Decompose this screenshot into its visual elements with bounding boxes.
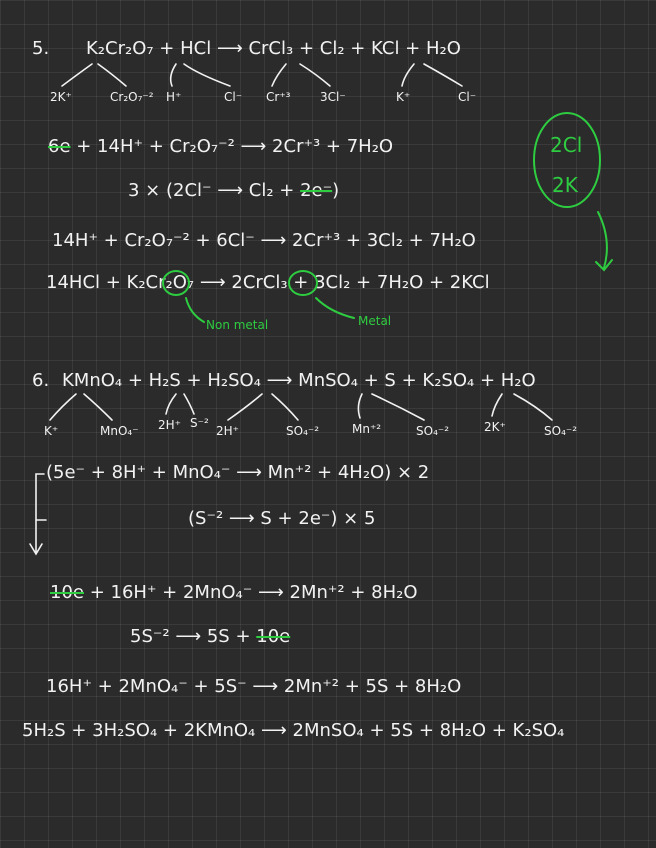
p6-full-equation: 5H₂S + 3H₂SO₄ + 2KMnO₄ ⟶ 2MnSO₄ + 5S + 8H₂O + K₂SO₄: [22, 720, 565, 741]
p5-split-arrow-3: [171, 64, 176, 86]
p6-split-arrow-5: [228, 394, 262, 420]
p5-note-metal: Metal: [358, 314, 392, 328]
p5-arrow-metal: [316, 298, 354, 318]
p5-circle-arrow: [598, 212, 607, 268]
p5-full-equation: 14HCl + K₂Cr₂O₇ ⟶ 2CrCl₃ + 3Cl₂ + 7H₂O + 2KCl: [46, 272, 490, 293]
p5-arrow-nonmetal: [186, 298, 204, 322]
p6-combined-1: [50, 582, 418, 604]
p5-split-arrow-8: [424, 64, 462, 86]
problem6-number: 6.: [32, 370, 50, 391]
p6-combined2-cancelled-electrons: 10e: [256, 626, 291, 647]
p5-half2-text: 3 × (2Cl⁻ ⟶ Cl₂ +: [128, 180, 301, 201]
p5-split-arrow-1: [62, 64, 92, 86]
p6-split-arrow-8: [372, 394, 424, 420]
p6-ion-2: MnO₄⁻: [100, 424, 139, 438]
p5-half1-cancelled-electrons: 6e: [48, 136, 71, 157]
p5-ion-1: 2K⁺: [50, 90, 72, 104]
p6-split-arrow-9: [492, 394, 502, 416]
p5-half-reaction-2: [128, 180, 339, 202]
p5-circle-arrowhead: [596, 260, 612, 270]
p6-combined1-text: + 16H⁺ + 2MnO₄⁻ ⟶ 2Mn⁺² + 8H₂O: [83, 582, 418, 603]
p6-combined1-cancelled-electrons: 10e: [50, 582, 84, 603]
p5-ion-4: Cl⁻: [224, 90, 243, 104]
p5-half2-end: ): [332, 180, 340, 201]
p6-half-reaction-1: (5e⁻ + 8H⁺ + MnO₄⁻ ⟶ Mn⁺² + 4H₂O) × 2: [46, 462, 430, 483]
p5-ion-6: 3Cl⁻: [320, 90, 346, 104]
p5-half2-cancelled-electrons: 2e⁻: [300, 180, 333, 201]
p6-split-arrow-2: [84, 394, 112, 420]
p5-split-arrow-6: [300, 64, 330, 86]
p6-ion-3: 2H⁺: [158, 418, 181, 432]
p6-bracket-arrowhead: [30, 544, 42, 554]
p6-split-arrow-4: [184, 394, 194, 414]
p5-ion-8: Cl⁻: [458, 90, 477, 104]
p6-ion-4: S⁻²: [190, 416, 209, 430]
p6-ion-10: SO₄⁻²: [544, 424, 578, 438]
p5-split-arrow-4: [184, 64, 230, 86]
p5-half-reaction-1: [48, 136, 393, 158]
p6-ion-8: SO₄⁻²: [416, 424, 450, 438]
p6-ion-9: 2K⁺: [484, 420, 506, 434]
p5-ion-5: Cr⁺³: [266, 90, 291, 104]
p5-split-arrow-7: [402, 64, 414, 86]
problem5-number: 5.: [32, 38, 50, 59]
problem5-equation: K₂Cr₂O₇ + HCl ⟶ CrCl₃ + Cl₂ + KCl + H₂O: [86, 38, 461, 59]
p6-bracket: [36, 474, 44, 552]
p5-half1-text: + 14H⁺ + Cr₂O₇⁻² ⟶ 2Cr⁺³ + 7H₂O: [70, 136, 394, 157]
p6-split-arrow-1: [50, 394, 76, 420]
p5-split-arrow-2: [98, 64, 126, 86]
p6-ion-7: Mn⁺²: [352, 422, 382, 436]
p5-circle-line2: 2K: [552, 173, 578, 197]
p6-combined-2: [130, 626, 290, 648]
problem6-equation: KMnO₄ + H₂S + H₂SO₄ ⟶ MnSO₄ + S + K₂SO₄ + H₂O: [62, 370, 536, 391]
p6-ion-1: K⁺: [44, 424, 59, 438]
p6-net-ionic: 16H⁺ + 2MnO₄⁻ + 5S⁻ ⟶ 2Mn⁺² + 5S + 8H₂O: [46, 676, 462, 697]
p6-split-arrow-10: [514, 394, 552, 420]
p5-ion-3: H⁺: [166, 90, 182, 104]
p6-split-arrow-3: [166, 394, 176, 414]
p6-half-reaction-2: (S⁻² ⟶ S + 2e⁻) × 5: [188, 508, 376, 529]
p5-split-arrow-5: [272, 64, 286, 86]
p6-split-arrow-7: [358, 394, 362, 418]
p5-net-ionic: 14H⁺ + Cr₂O₇⁻² + 6Cl⁻ ⟶ 2Cr⁺³ + 3Cl₂ + 7H₂O: [52, 230, 476, 251]
p6-ion-5: 2H⁺: [216, 424, 239, 438]
p6-ion-6: SO₄⁻²: [286, 424, 320, 438]
p5-circle-line1: 2Cl: [550, 133, 583, 157]
p5-ion-7: K⁺: [396, 90, 411, 104]
p5-note-nonmetal: Non metal: [206, 318, 269, 332]
p6-split-arrow-6: [272, 394, 298, 420]
p6-combined2-text: 5S⁻² ⟶ 5S +: [130, 626, 257, 647]
p5-ion-2: Cr₂O₇⁻²: [110, 90, 154, 104]
